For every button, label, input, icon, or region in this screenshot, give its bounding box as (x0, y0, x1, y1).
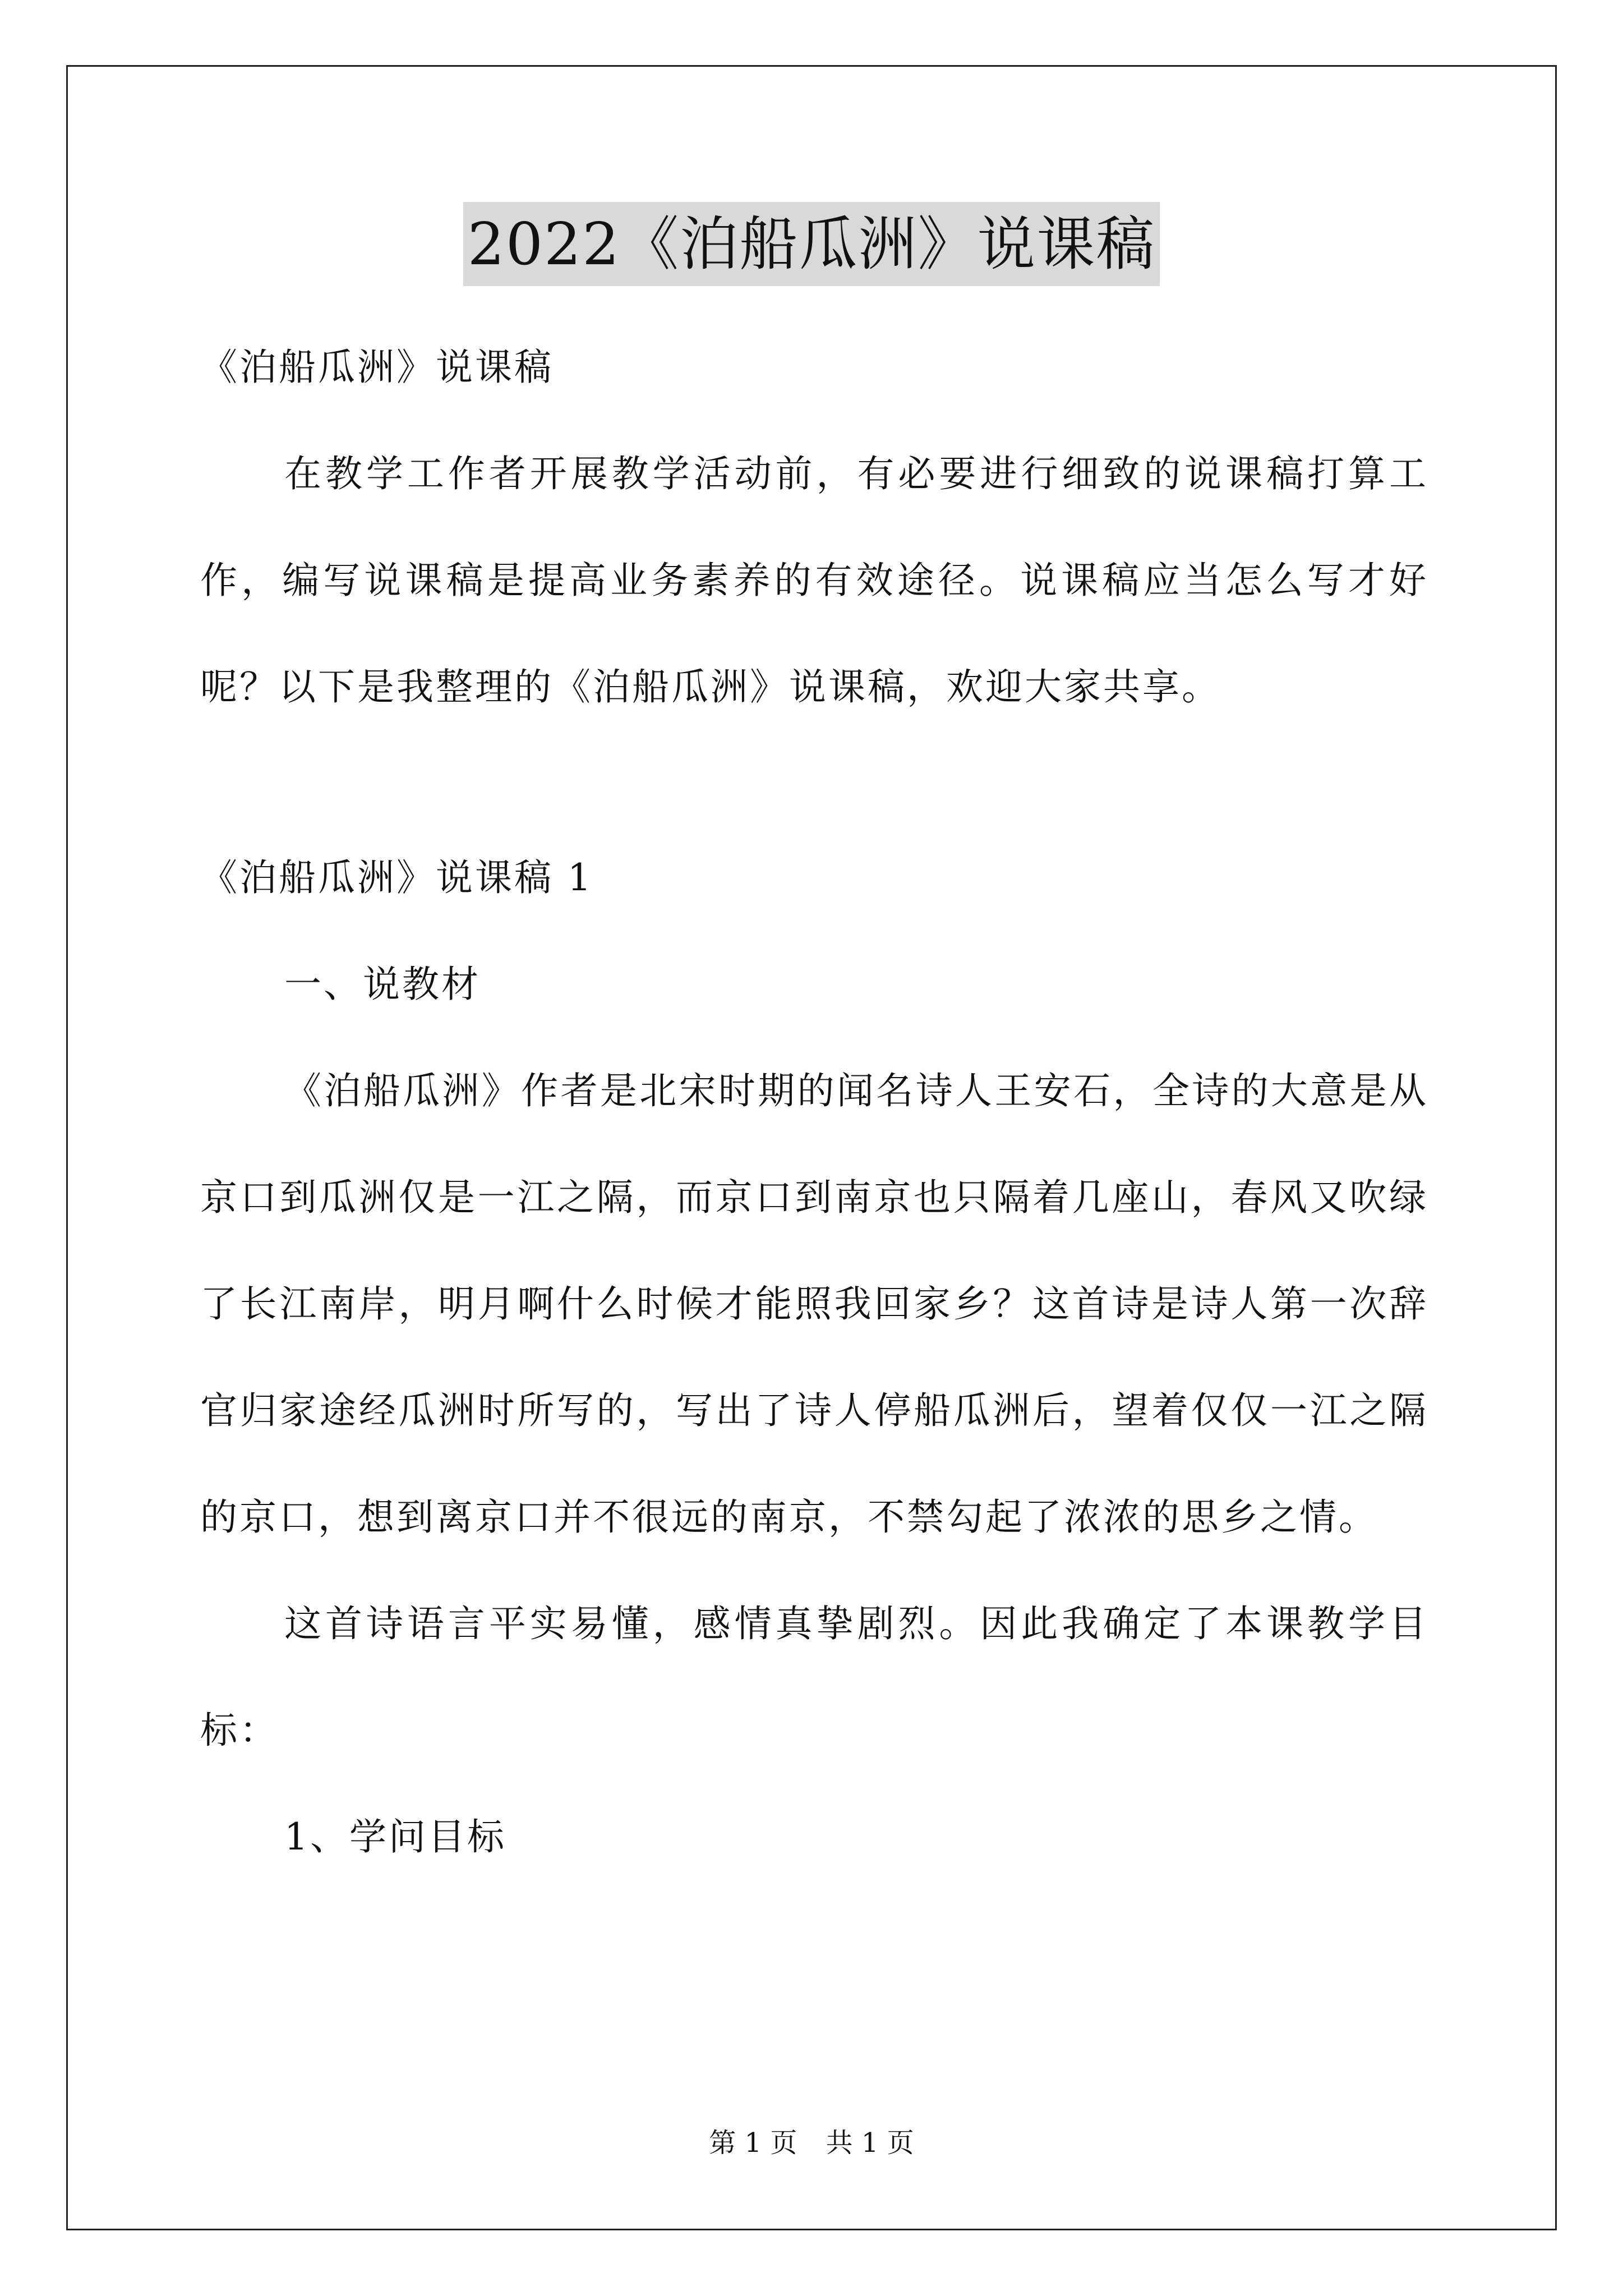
section-heading: 《泊船瓜洲》说课稿 1 (200, 856, 593, 899)
body-paragraph-2: 这首诗语言平实易懂，感情真挚剧烈。因此我确定了本课教学目标： (200, 1602, 1428, 1752)
document-title: 2022《泊船瓜洲》说课稿 (463, 202, 1160, 286)
part-heading: 一、说教材 (284, 963, 481, 1006)
page-number: 第 1 页 (709, 2127, 797, 2159)
objective-heading: 1、学问目标 (284, 1815, 506, 1858)
page-footer (0, 2126, 1623, 2160)
section-gap (200, 740, 1428, 825)
body-paragraph-1: 《泊船瓜洲》作者是北宋时期的闻名诗人王安石，全诗的大意是从京口到瓜洲仅是一江之隔，而京口到南京也只隔着几座山，春风又吹绿了长江南岸，明月啊什么时候才能照我回家乡？这首诗是诗人第一次辞官归家途经瓜洲时所写的，写出了诗人停船瓜洲后，望着仅仅一江之隔的京口，想到离京口并不很远的南京，不禁勾起了浓浓的思乡之情。 (200, 1069, 1428, 1539)
document-body (200, 314, 1428, 1890)
document-subtitle: 《泊船瓜洲》说课稿 (200, 346, 554, 389)
page-total: 共 1 页 (826, 2127, 914, 2159)
title-container (0, 202, 1623, 286)
intro-paragraph: 在教学工作者开展教学活动前，有必要进行细致的说课稿打算工作，编写说课稿是提高业务素养的有效途径。说课稿应当怎么写才好呢？以下是我整理的《泊船瓜洲》说课稿，欢迎大家共享。 (200, 452, 1428, 708)
